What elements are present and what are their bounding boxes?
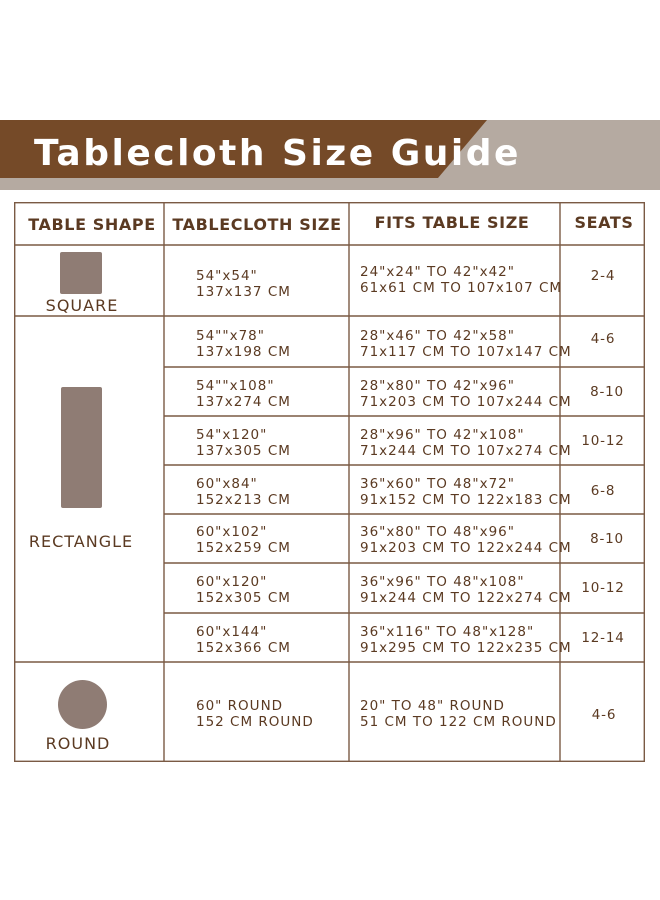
seats-cell: 12-14 <box>581 630 625 646</box>
tablecloth-size-cell: 54"x54" 137x137 CM <box>196 268 291 300</box>
tablecloth-size-cell: 54""x78" 137x198 CM <box>196 328 291 360</box>
shape-label-square: SQUARE <box>45 296 119 315</box>
seats-cell: 4-6 <box>591 707 617 723</box>
tablecloth-size-cell: 60"x144" 152x366 CM <box>196 624 291 656</box>
header-seats: SEATS <box>574 213 634 232</box>
seats-cell: 10-12 <box>581 580 625 596</box>
seats-cell: 6-8 <box>590 483 616 499</box>
header-fits-table-size: FITS TABLE SIZE <box>374 213 530 232</box>
header-tablecloth-size: TABLECLOTH SIZE <box>172 215 342 234</box>
shape-label-rectangle: RECTANGLE <box>28 532 134 551</box>
seats-cell: 2-4 <box>590 268 616 284</box>
fits-size-cell: 36"x116" TO 48"x128" 91x295 CM TO 122x235 CM <box>360 624 572 656</box>
shape-label-round: ROUND <box>45 734 111 753</box>
fits-size-cell: 28"x46" TO 42"x58" 71x117 CM TO 107x147 CM <box>360 328 572 360</box>
seats-cell: 8-10 <box>590 531 624 547</box>
tablecloth-size-cell: 60"x84" 152x213 CM <box>196 476 291 508</box>
fits-size-cell: 24"x24" TO 42"x42" 61x61 CM TO 107x107 CM <box>360 264 563 296</box>
fits-size-cell: 36"x96" TO 48"x108" 91x244 CM TO 122x274 CM <box>360 574 572 606</box>
circle-swatch-icon <box>58 680 107 729</box>
fits-size-cell: 28"x96" TO 42"x108" 71x244 CM TO 107x274 CM <box>360 427 572 459</box>
tablecloth-size-cell: 60"x102" 152x259 CM <box>196 524 291 556</box>
seats-cell: 4-6 <box>590 331 616 347</box>
fits-size-cell: 36"x80" TO 48"x96" 91x203 CM TO 122x244 CM <box>360 524 572 556</box>
tablecloth-size-cell: 60"x120" 152x305 CM <box>196 574 291 606</box>
header-table-shape: TABLE SHAPE <box>28 215 156 234</box>
page-title: Tablecloth Size Guide <box>34 133 521 174</box>
fits-size-cell: 36"x60" TO 48"x72" 91x152 CM TO 122x183 CM <box>360 476 572 508</box>
seats-cell: 10-12 <box>581 433 625 449</box>
rectangle-swatch-icon <box>61 387 102 508</box>
tablecloth-size-cell: 54"x120" 137x305 CM <box>196 427 291 459</box>
square-swatch-icon <box>60 252 102 294</box>
tablecloth-size-cell: 54""x108" 137x274 CM <box>196 378 291 410</box>
size-guide-table <box>14 202 645 762</box>
fits-size-cell: 20" TO 48" ROUND 51 CM TO 122 CM ROUND <box>360 698 557 730</box>
tablecloth-size-cell: 60" ROUND 152 CM ROUND <box>196 698 314 730</box>
seats-cell: 8-10 <box>590 384 624 400</box>
fits-size-cell: 28"x80" TO 42"x96" 71x203 CM TO 107x244 CM <box>360 378 572 410</box>
